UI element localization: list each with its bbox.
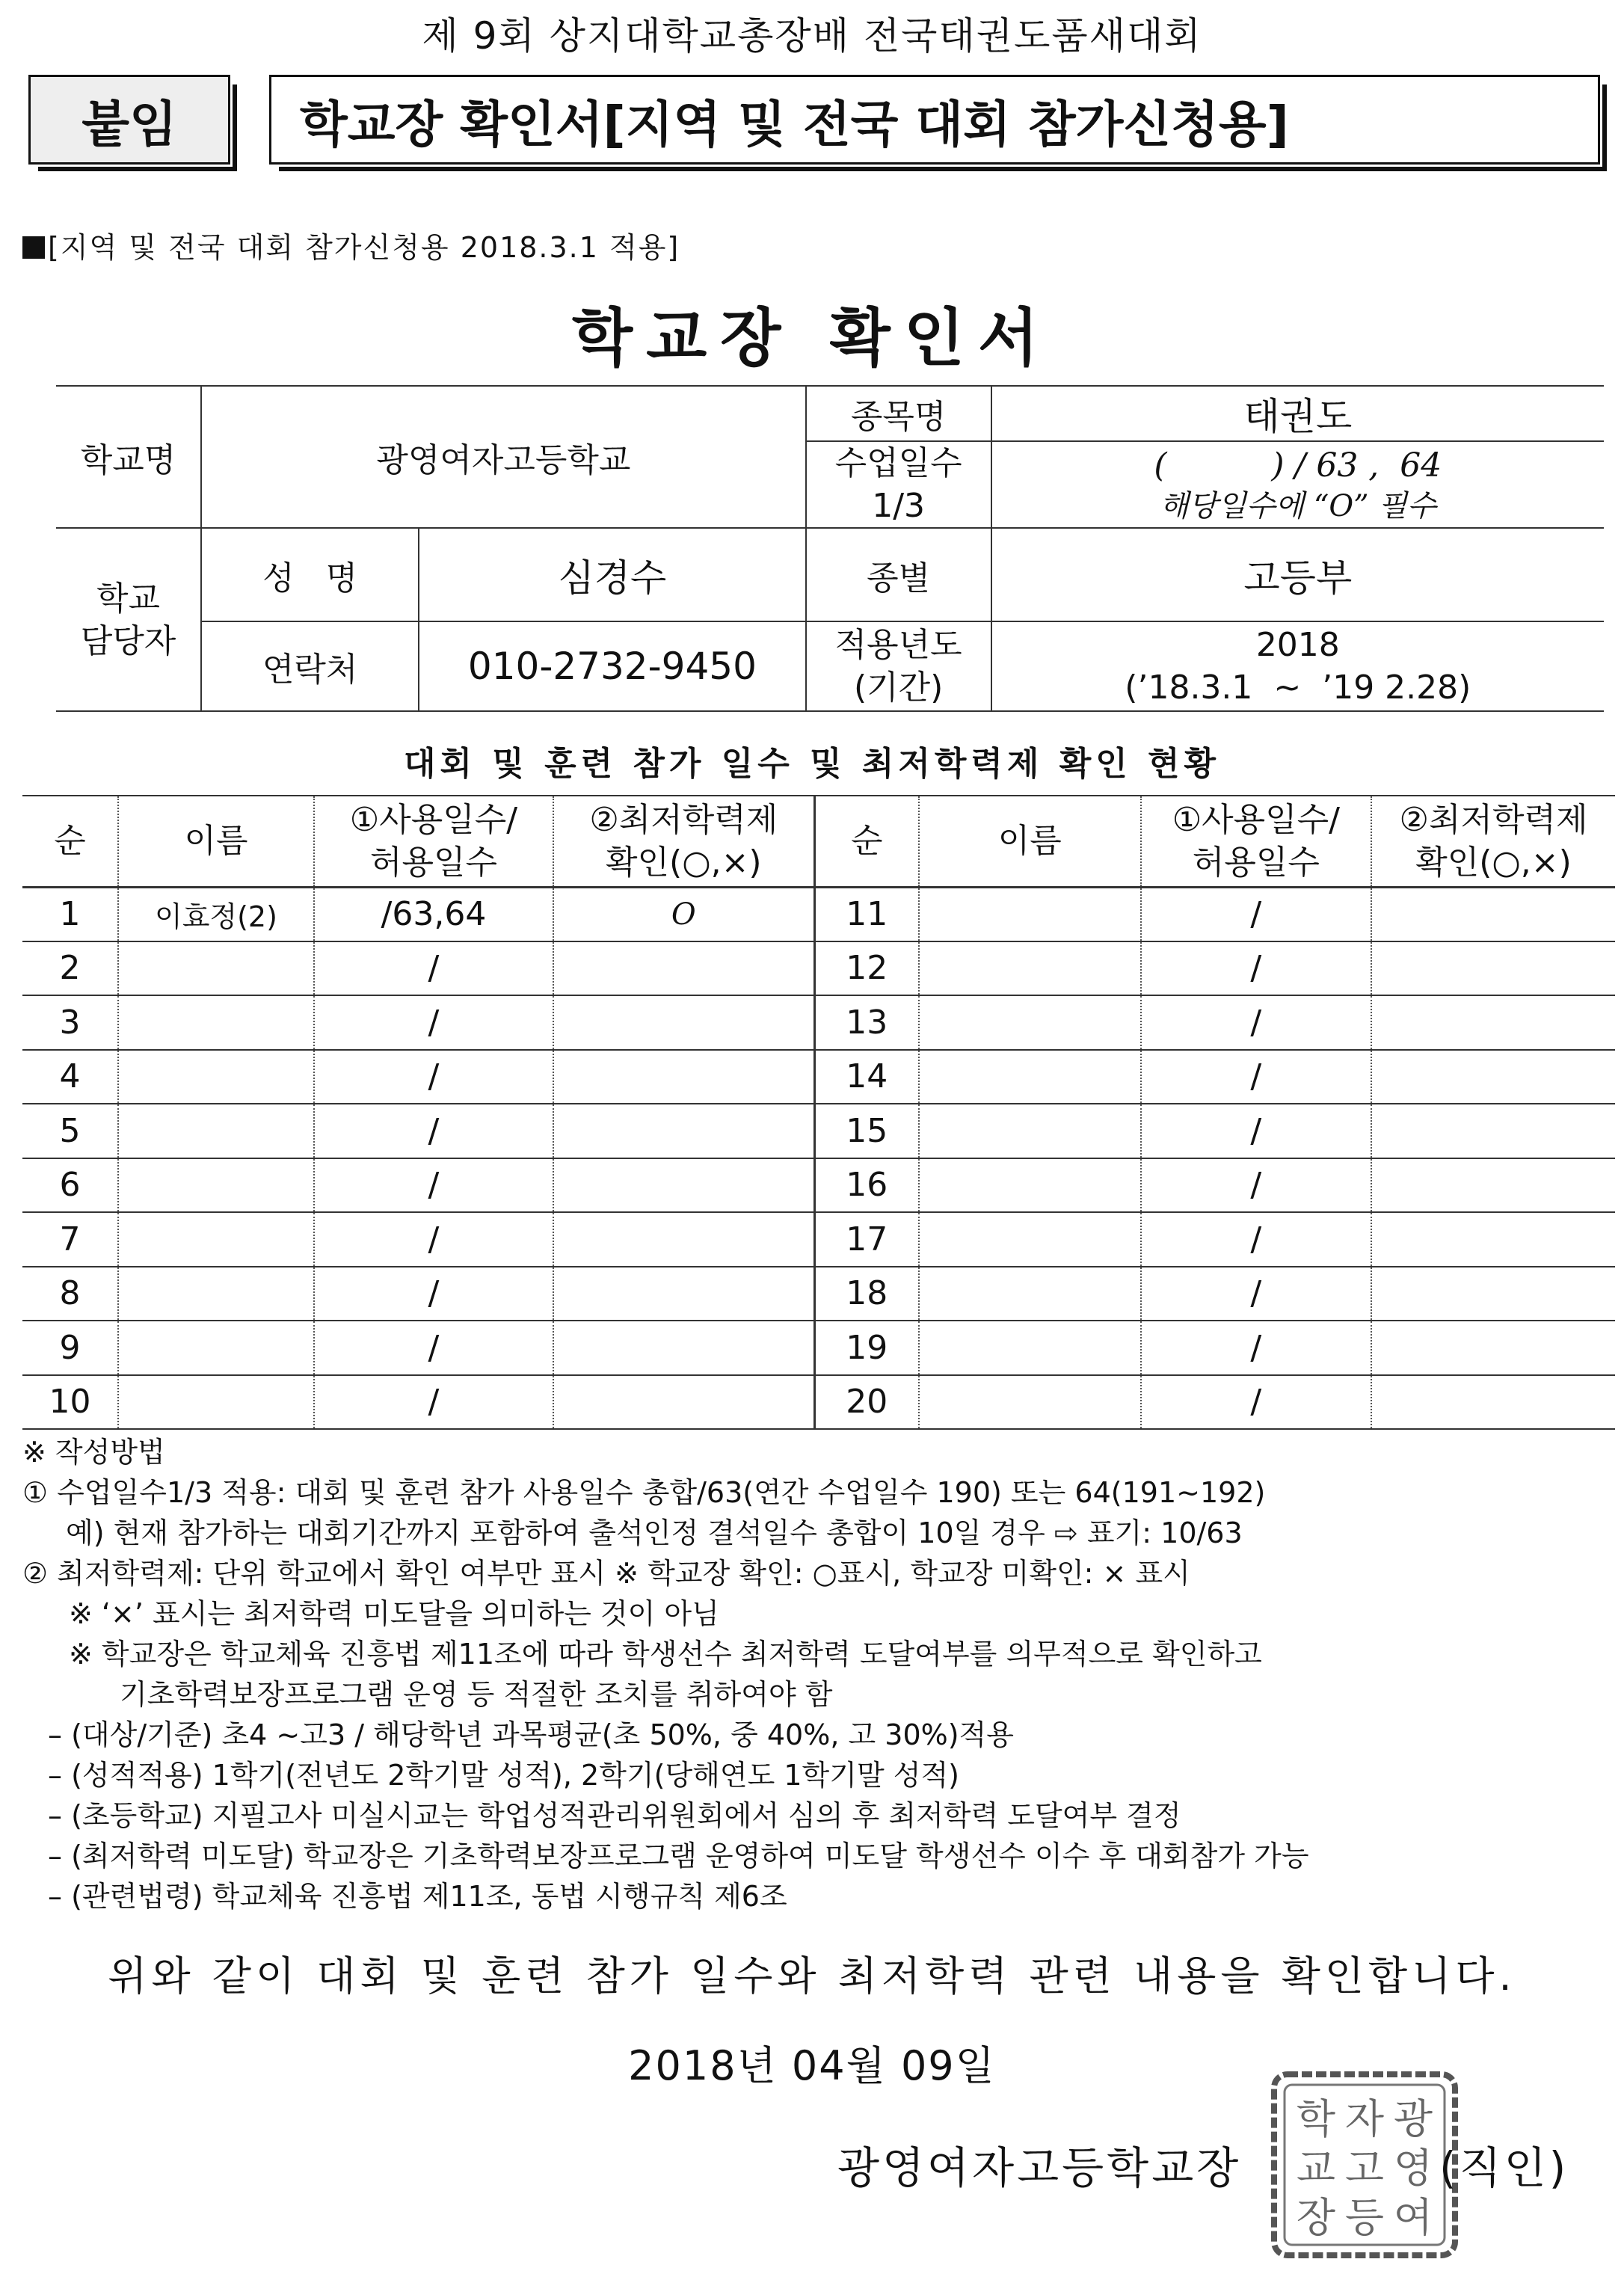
- row-number: 7: [22, 1212, 118, 1267]
- table-row: [22, 1104, 1615, 1158]
- row-number-right: 19: [814, 1321, 919, 1375]
- row-name: [118, 1104, 314, 1158]
- table-row: [22, 1321, 1615, 1375]
- seal-character: 광: [1393, 2095, 1433, 2142]
- confirmation-date: 2018년 04월 09일: [628, 2042, 996, 2089]
- year-value-line1: 2018: [1255, 626, 1340, 665]
- row-days-right: /: [1141, 887, 1371, 941]
- row-check-right: [1371, 1104, 1615, 1158]
- row-number: 6: [22, 1158, 118, 1213]
- row-number-right: 15: [814, 1104, 919, 1158]
- attachment-tag: 붙임: [28, 75, 230, 165]
- row-check: [553, 1267, 814, 1321]
- row-check: [553, 1104, 814, 1158]
- header-name-right: 이름: [919, 796, 1141, 887]
- seal-label: (직인): [1439, 2142, 1569, 2193]
- contact-label: 연락처: [201, 621, 419, 711]
- note-line: – (초등학교) 지필고사 미실시교는 학업성적관리위원회에서 심의 후 최저학력 도달여부 결정: [48, 1799, 1181, 1832]
- row-check-right: [1371, 1158, 1615, 1213]
- school-name-label: 학교명: [56, 386, 201, 528]
- participation-table: [22, 795, 1615, 1430]
- row-days: /: [314, 1104, 553, 1158]
- row-days-right: /: [1141, 995, 1371, 1050]
- row-number: 4: [22, 1050, 118, 1104]
- note-line: ② 최저학력제: 단위 학교에서 확인 여부만 표시 ※ 학교장 확인: ○표시, 학교장 미확인: × 표시: [22, 1557, 1190, 1590]
- row-name: [118, 995, 314, 1050]
- note-line: 예) 현재 참가하는 대회기간까지 포함하여 출석인정 결석일수 총합이 10일 경우 ⇨ 표기: 10/63: [66, 1516, 1243, 1549]
- seal-character: 등: [1344, 2194, 1385, 2241]
- row-check: [553, 1050, 814, 1104]
- header-check-line2: 확인(○,×): [606, 843, 762, 882]
- row-check-right: [1371, 995, 1615, 1050]
- row-check-right: [1371, 1375, 1615, 1430]
- row-name-right: [919, 1267, 1141, 1321]
- row-check-right: [1371, 887, 1615, 941]
- row-days: /: [314, 941, 553, 996]
- division-value: 고등부: [991, 528, 1604, 621]
- row-number: 1: [22, 887, 118, 941]
- class-days-value: [991, 441, 1604, 528]
- note-line: ※ ‘×’ 표시는 최저학력 미도달을 의미하는 것이 아님: [69, 1597, 719, 1630]
- header-no-right: 순: [814, 796, 919, 887]
- table-row: [22, 1050, 1615, 1104]
- class-days-label-line1: 수업일수: [834, 444, 962, 482]
- row-number-right: 20: [814, 1375, 919, 1430]
- row-number: 3: [22, 995, 118, 1050]
- row-number-right: 13: [814, 995, 919, 1050]
- note-line: ※ 학교장은 학교체육 진흥법 제11조에 따라 학생선수 최저학력 도달여부를 의무적으로 확인하고: [69, 1638, 1262, 1671]
- document-title: 학교장 확인서: [571, 301, 1053, 375]
- header-check-line1: ②최저학력제: [589, 800, 778, 839]
- row-check: [553, 941, 814, 996]
- principal-title: 광영여자고등학교장: [837, 2142, 1242, 2193]
- applicability-note-text: [지역 및 전국 대회 참가신청용 2018.3.1 적용]: [48, 231, 680, 264]
- row-check-right: [1371, 1050, 1615, 1104]
- row-check: [553, 1321, 814, 1375]
- info-table: [56, 385, 1604, 712]
- table-row: [22, 995, 1615, 1050]
- section-title: 대회 및 훈련 참가 일수 및 최저학력제 확인 현황: [403, 745, 1221, 783]
- class-days-label: [806, 441, 991, 528]
- row-days: /: [314, 1321, 553, 1375]
- class-days-value-line2: 해당일수에 “O” 필수: [1160, 488, 1436, 523]
- table-row: [22, 1158, 1615, 1213]
- row-check-right: [1371, 1321, 1615, 1375]
- row-number-right: 14: [814, 1050, 919, 1104]
- row-check: [553, 1212, 814, 1267]
- manager-name-label: 성 명: [201, 528, 419, 621]
- row-number: 5: [22, 1104, 118, 1158]
- row-days-right: /: [1141, 1050, 1371, 1104]
- row-days-right: /: [1141, 1321, 1371, 1375]
- year-label: [806, 621, 991, 711]
- seal-character: 교: [1296, 2145, 1336, 2192]
- header-check-right: [1371, 796, 1615, 887]
- row-days-right: /: [1141, 941, 1371, 996]
- row-days-right: /: [1141, 1212, 1371, 1267]
- row-name: [118, 1158, 314, 1213]
- row-days-right: /: [1141, 1158, 1371, 1213]
- header-days-line2: 허용일수: [369, 843, 497, 882]
- row-name: [118, 941, 314, 996]
- row-name-right: [919, 1321, 1141, 1375]
- row-days: /: [314, 1267, 553, 1321]
- header-days-right-line1: ①사용일수/: [1172, 800, 1340, 839]
- seal-character: 고: [1344, 2145, 1385, 2192]
- row-number-right: 12: [814, 941, 919, 996]
- seal-character: 자: [1344, 2095, 1385, 2142]
- row-number-right: 11: [814, 887, 919, 941]
- table-row: [22, 1375, 1615, 1430]
- square-bullet-icon: [22, 236, 45, 259]
- row-name: [118, 1321, 314, 1375]
- event-title: 제 9회 상지대학교총장배 전국태권도품새대회: [422, 14, 1202, 58]
- seal-character: 영: [1393, 2145, 1433, 2192]
- row-days: /: [314, 1050, 553, 1104]
- manager-name-value: 심경수: [419, 528, 806, 621]
- header-no: 순: [22, 796, 118, 887]
- row-name-right: [919, 1050, 1141, 1104]
- header-days-line1: ①사용일수/: [349, 800, 518, 839]
- row-days: /63,64: [314, 887, 553, 941]
- year-value-line2: (’18.3.1 ~ ’19 2.28): [1125, 669, 1471, 707]
- row-check: [553, 1158, 814, 1213]
- contact-value: 010-2732-9450: [419, 621, 806, 711]
- confirmation-statement: 위와 같이 대회 및 훈련 참가 일수와 최저학력 관련 내용을 확인합니다.: [108, 1952, 1516, 2000]
- year-label-line1: 적용년도: [834, 626, 962, 665]
- notes-section: [22, 1432, 1608, 1917]
- row-number-right: 18: [814, 1267, 919, 1321]
- notes-heading: ※ 작성방법: [22, 1436, 165, 1469]
- header-days-right: [1141, 796, 1371, 887]
- row-days: /: [314, 995, 553, 1050]
- row-days: /: [314, 1375, 553, 1430]
- header-days-right-line2: 허용일수: [1192, 843, 1320, 882]
- seal-character: 여: [1393, 2194, 1433, 2241]
- row-check: O: [553, 887, 814, 941]
- note-line: 기초학력보장프로그램 운영 등 적절한 조치를 취하여야 함: [120, 1678, 833, 1711]
- note-line: – (관련법령) 학교체육 진흥법 제11조, 동법 시행규칙 제6조: [48, 1880, 787, 1913]
- form-title: 학교장 확인서[지역 및 전국 대회 참가신청용]: [269, 75, 1600, 165]
- manager-label: [56, 528, 201, 711]
- table-header-row: [22, 796, 1615, 887]
- applicability-note: [22, 224, 680, 265]
- year-label-line2: (기간): [853, 669, 944, 707]
- note-line: – (대상/기준) 초4 ~고3 / 해당학년 과목평균(초 50%, 중 40%, 고 30%)적용: [48, 1718, 1014, 1751]
- header-check-right-line1: ②최저학력제: [1399, 800, 1588, 839]
- header-days: [314, 796, 553, 887]
- table-row: [22, 1267, 1615, 1321]
- class-days-label-line2: 1/3: [872, 487, 926, 526]
- seal-character: 장: [1296, 2194, 1336, 2241]
- row-number-right: 17: [814, 1212, 919, 1267]
- class-days-value-line1: ( ) / 63 , 64: [1154, 446, 1442, 485]
- table-row: [22, 887, 1615, 941]
- row-number: 9: [22, 1321, 118, 1375]
- row-check-right: [1371, 941, 1615, 996]
- row-name: 이효정(2): [118, 887, 314, 941]
- row-days: /: [314, 1158, 553, 1213]
- row-days-right: /: [1141, 1375, 1371, 1430]
- row-name-right: [919, 995, 1141, 1050]
- row-check: [553, 995, 814, 1050]
- row-number: 10: [22, 1375, 118, 1430]
- row-name-right: [919, 1212, 1141, 1267]
- row-name: [118, 1375, 314, 1430]
- row-name-right: [919, 941, 1141, 996]
- row-name-right: [919, 1158, 1141, 1213]
- header-name: 이름: [118, 796, 314, 887]
- header-check-right-line2: 확인(○,×): [1415, 843, 1572, 882]
- row-check-right: [1371, 1212, 1615, 1267]
- row-check: [553, 1375, 814, 1430]
- row-name-right: [919, 887, 1141, 941]
- row-days-right: /: [1141, 1104, 1371, 1158]
- header-check: [553, 796, 814, 887]
- row-number-right: 16: [814, 1158, 919, 1213]
- seal-character: 학: [1296, 2095, 1336, 2142]
- year-value: [991, 621, 1604, 711]
- table-row: [22, 1212, 1615, 1267]
- row-number: 2: [22, 941, 118, 996]
- official-seal-icon: [1264, 2064, 1465, 2266]
- manager-label-line1: 학교: [96, 579, 161, 618]
- note-line: ① 수업일수1/3 적용: 대회 및 훈련 참가 사용일수 총합/63(연간 수업일수 190) 또는 64(191~192): [22, 1476, 1266, 1509]
- division-label: 종별: [806, 528, 991, 621]
- row-name: [118, 1050, 314, 1104]
- school-name-value: 광영여자고등학교: [201, 386, 806, 528]
- event-label: 종목명: [806, 386, 991, 441]
- manager-label-line2: 담당자: [80, 621, 176, 660]
- table-row: [22, 941, 1615, 996]
- note-line: – (최저학력 미도달) 학교장은 기초학력보장프로그램 운영하여 미도달 학생선수 이수 후 대회참가 가능: [48, 1840, 1309, 1872]
- row-name: [118, 1267, 314, 1321]
- row-name: [118, 1212, 314, 1267]
- row-check-right: [1371, 1267, 1615, 1321]
- row-number: 8: [22, 1267, 118, 1321]
- note-line: – (성적적용) 1학기(전년도 2학기말 성적), 2학기(당해연도 1학기말 성적): [48, 1759, 959, 1792]
- row-days-right: /: [1141, 1267, 1371, 1321]
- row-days: /: [314, 1212, 553, 1267]
- event-value: 태권도: [991, 386, 1604, 441]
- row-name-right: [919, 1104, 1141, 1158]
- row-name-right: [919, 1375, 1141, 1430]
